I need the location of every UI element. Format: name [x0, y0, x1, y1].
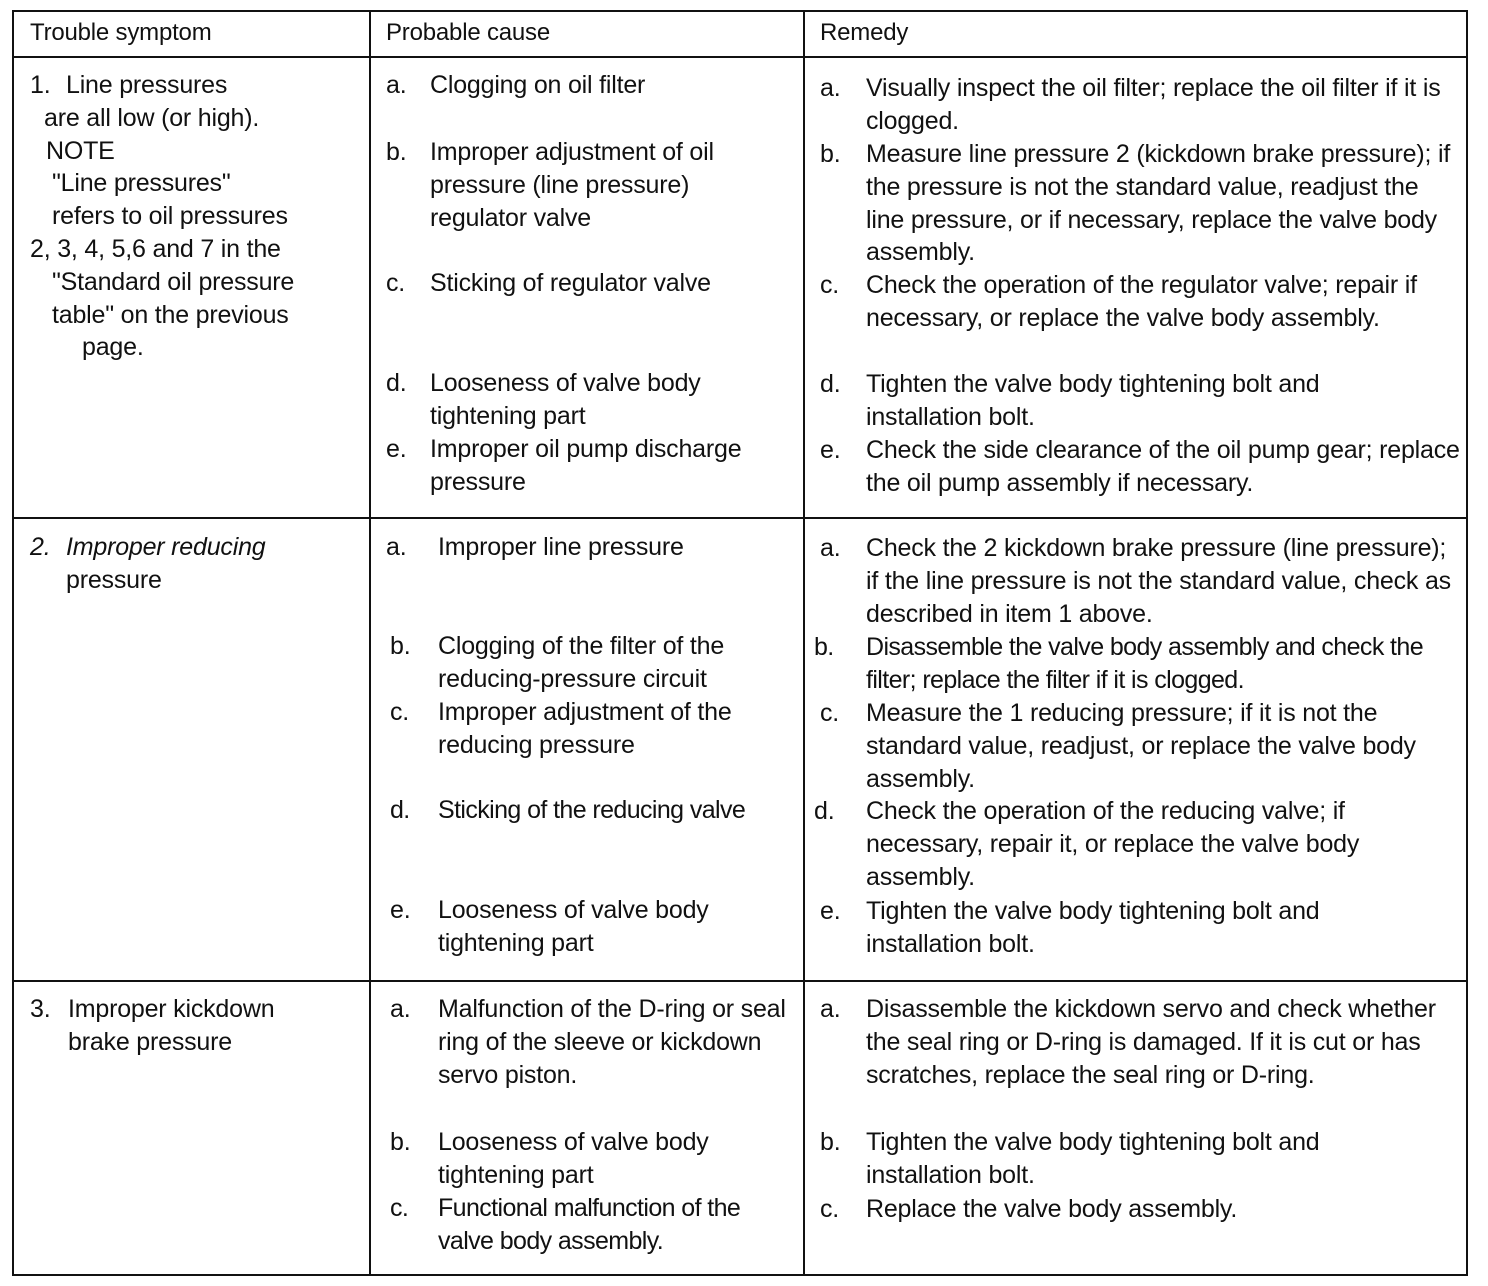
symptom-3 — [30, 993, 360, 1059]
row-divider — [14, 980, 1466, 982]
symptom-number: 3. — [30, 995, 51, 1023]
symptom-line: are all low (or high). — [44, 103, 260, 132]
symptom-line: refers to oil pressures — [52, 202, 288, 231]
header-remedy: Remedy — [820, 19, 909, 46]
symptom-2 — [30, 531, 360, 597]
symptom-note-label: NOTE — [46, 136, 115, 165]
header-trouble-symptom: Trouble symptom — [30, 19, 212, 46]
cause-1e: e. Improper oil pump discharge pressure — [386, 435, 742, 496]
remedy-1e: e. Check the side clearance of the oil pump gear; replace the oil pump assembly if necessary. — [820, 436, 1460, 497]
symptom-number: 1. — [30, 71, 51, 99]
cause-1b: b. Improper adjustment of oil pressure (line pressure) regulator valve — [386, 138, 714, 232]
remedy-3b: b. Tighten the valve body tightening bolt and installation bolt. — [820, 1128, 1320, 1189]
cause-2e: e. Looseness of valve body tightening part — [390, 896, 709, 957]
symptom-line: 2, 3, 4, 5,6 and 7 in the — [30, 234, 281, 263]
remedy-3a: a. Disassemble the kickdown servo and check whether the seal ring or D-ring is damaged. If it is cut or has scratches, replace the seal ring or D-ring. — [820, 995, 1436, 1089]
symptom-line: brake pressure — [68, 1027, 232, 1056]
cause-2d: d. Sticking of the reducing valve — [390, 796, 746, 824]
row-divider — [14, 517, 1466, 519]
remedy-1d: d. Tighten the valve body tightening bolt and installation bolt. — [820, 370, 1320, 431]
remedy-2d: d. Check the operation of the reducing valve; if necessary, repair it, or replace the valve body assembly. — [814, 797, 1360, 891]
cause-3a: a. Malfunction of the D-ring or seal ring of the sleeve or kickdown servo piston. — [390, 995, 786, 1089]
cause-2b: b. Clogging of the filter of the reducing-pressure circuit — [390, 632, 725, 693]
remedy-2a: a. Check the 2 kickdown brake pressure (line pressure); if the line pressure is not the standard value, check as described in item 1 above. — [820, 534, 1451, 628]
symptom-1 — [30, 69, 360, 364]
remedy-1b: b. Measure line pressure 2 (kickdown brake pressure); if the pressure is not the standard value, readjust the line pressure, or if necessary, replace the valve body assembly. — [820, 140, 1451, 267]
remedy-1c: c. Check the operation of the regulator valve; repair if necessary, or replace the valve body assembly. — [820, 271, 1417, 332]
symptom-line: Improper reducing — [66, 533, 266, 561]
remedy-1a: a. Visually inspect the oil filter; replace the oil filter if it is clogged. — [820, 74, 1441, 135]
header-divider — [14, 56, 1466, 58]
troubleshooting-table — [12, 10, 1468, 1276]
header-probable-cause: Probable cause — [386, 19, 550, 46]
cause-1d: d. Looseness of valve body tightening part — [386, 369, 701, 430]
cause-1c: c. Sticking of regulator valve — [386, 269, 711, 297]
column-divider — [803, 12, 805, 1274]
remedy-2e: e. Tighten the valve body tightening bolt and installation bolt. — [820, 897, 1320, 958]
remedy-2c: c. Measure the 1 reducing pressure; if it is not the standard value, readjust, or replace the valve body assembly. — [820, 699, 1416, 793]
cause-3b: b. Looseness of valve body tightening part — [390, 1128, 709, 1189]
symptom-line: "Line pressures" — [52, 169, 231, 198]
symptom-number: 2. — [30, 533, 51, 561]
symptom-line: page. — [82, 333, 144, 362]
remedy-3c: c. Replace the valve body assembly. — [820, 1195, 1238, 1223]
column-divider — [369, 12, 371, 1274]
cause-1a: a. Clogging on oil filter — [386, 71, 646, 99]
symptom-line: Improper kickdown — [68, 995, 275, 1023]
cause-2a: a. Improper line pressure — [386, 533, 684, 561]
remedy-2b: b. Disassemble the valve body assembly and check the filter; replace the filter if it is clogged. — [814, 633, 1424, 694]
cause-2c: c. Improper adjustment of the reducing pressure — [390, 698, 732, 759]
cause-3c: c. Functional malfunction of the valve body assembly. — [390, 1194, 741, 1255]
symptom-line: "Standard oil pressure — [52, 267, 295, 296]
symptom-line: pressure — [66, 565, 162, 594]
symptom-line: table" on the previous — [52, 300, 289, 329]
symptom-line: Line pressures — [66, 71, 228, 99]
